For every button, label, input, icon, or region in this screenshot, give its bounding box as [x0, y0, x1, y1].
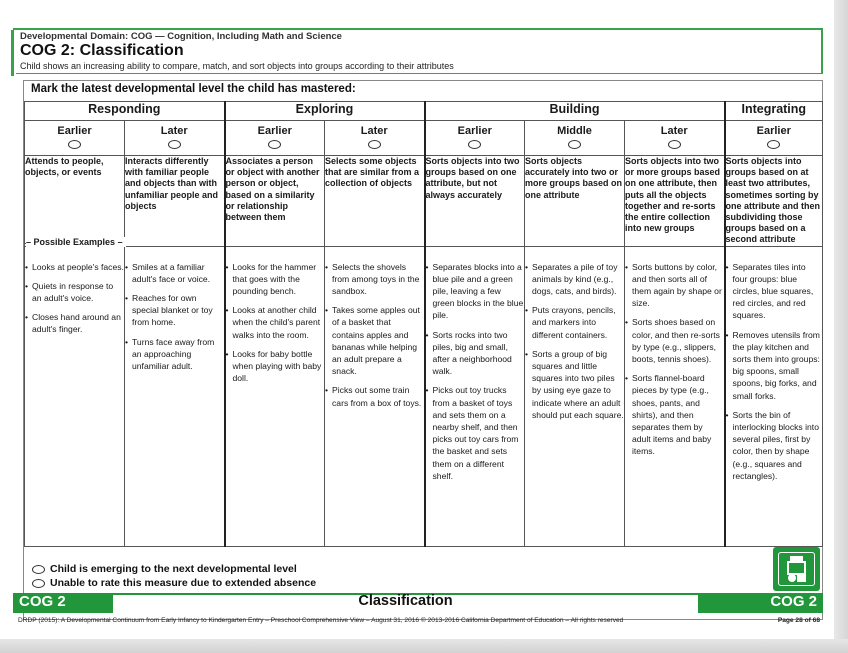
example-item: • Puts crayons, pencils, and markers into different containers.: [525, 304, 624, 341]
radio-circle-icon[interactable]: [32, 579, 45, 588]
radio-circle-icon[interactable]: [668, 140, 681, 149]
descriptor: Interacts differently with familiar people and objects than with unfamiliar people and objects: [125, 156, 225, 247]
example-item: • Sorts buttons by color, and then sorts all of them again by shape or size.: [625, 261, 724, 310]
example-item: • Reaches for own special blanket or toy from home.: [125, 292, 224, 329]
footer-title: Classification: [358, 593, 453, 609]
sublevel-label: Earlier: [257, 125, 292, 137]
examples-cell: [525, 246, 625, 546]
developmental-levels-table: [24, 101, 823, 547]
unable-to-rate-option[interactable]: [32, 577, 316, 589]
level-building: Building: [425, 102, 725, 121]
sublevel-building-middle[interactable]: [525, 121, 625, 156]
descriptor: Sorts objects into two or more groups based on one attribute, then puts all the objects together and re-sorts the entire collection into new groups: [625, 156, 725, 247]
level-exploring: Exploring: [225, 102, 425, 121]
footer-code-left: COG 2: [19, 593, 66, 610]
level-integrating: Integrating: [725, 102, 823, 121]
descriptor: Selects some objects that are similar from a collection of objects: [325, 156, 425, 247]
example-item: • Quiets in response to an adult's voice.: [25, 280, 124, 304]
header-divider: [16, 73, 823, 74]
sublevel-exploring-later[interactable]: [325, 121, 425, 156]
examples-cell: [225, 246, 325, 546]
sublevel-label: Later: [160, 125, 188, 137]
sublevel-label: Later: [660, 125, 688, 137]
radio-circle-icon[interactable]: [368, 140, 381, 149]
examples-cell: [125, 246, 225, 546]
radio-circle-icon[interactable]: [767, 140, 780, 149]
sublevel-building-later[interactable]: [625, 121, 725, 156]
page-number: Page 28 of 68: [777, 617, 820, 624]
possible-examples-label: – Possible Examples –: [26, 237, 126, 247]
possible-examples-text: Possible Examples: [33, 237, 116, 247]
radio-circle-icon[interactable]: [68, 140, 81, 149]
logo-frame: [778, 552, 815, 586]
blocks-glyph-icon: [779, 553, 814, 585]
domain-label: Developmental Domain: COG — Cognition, Including Math and Science: [20, 31, 342, 42]
sublevel-label: Earlier: [756, 125, 791, 137]
example-item: • Sorts rocks into two piles, big and small, after a neighborhood walk.: [426, 329, 525, 378]
example-item: • Picks out some train cars from a box of toys.: [325, 384, 424, 408]
descriptor: Sorts objects accurately into two or more groups based on one attribute: [525, 156, 625, 247]
examples-cell: [325, 246, 425, 546]
example-item: • Sorts flannel-board pieces by type (e.g., shoes, pants, and shirts), and then separates them by adult items and baby items.: [625, 372, 724, 457]
sublevel-responding-earlier[interactable]: [25, 121, 125, 156]
viewer-edge-right: [834, 0, 848, 653]
sublevel-label: Earlier: [57, 125, 92, 137]
example-item: • Looks for baby bottle when playing with baby doll.: [226, 348, 325, 385]
descriptor: Attends to people, objects, or events: [25, 156, 125, 247]
example-item: • Looks for the hammer that goes with the pounding bench.: [226, 261, 325, 298]
example-item: • Picks out toy trucks from a basket of toys and sets them on a nearby shelf, and then picks out toy cars from the basket and sets them on a different shelf.: [426, 384, 525, 482]
building-blocks-logo-icon: [773, 547, 820, 591]
unable-to-rate-label: Unable to rate this measure due to extended absence: [50, 577, 317, 589]
example-item: • Smiles at a familiar adult's face or voice.: [125, 261, 224, 285]
example-item: • Removes utensils from the play kitchen and sorts them into groups: big spoons, small spoons, big forks, and small forks.: [726, 329, 823, 402]
example-item: • Separates blocks into a blue pile and a green pile, leaving a few green blocks in the blue pile.: [426, 261, 525, 322]
footer-code-right: COG 2: [770, 593, 817, 610]
descriptor: Sorts objects into groups based on at least two attributes, sometimes sorting by one attribute and then subdividing those groups based on a second attribute: [725, 156, 823, 247]
example-item: • Closes hand around an adult's finger.: [25, 311, 124, 335]
example-item: • Sorts shoes based on color, and then re-sorts by type (e.g., slippers, boots, tennis shoes).: [625, 316, 724, 365]
descriptor: Associates a person or object with another person or object, based on a similarity or relationship between them: [225, 156, 325, 247]
example-item: • Separates tiles into four groups: blue circles, blue squares, red circles, and red squares.: [726, 261, 823, 322]
emerging-option[interactable]: [32, 563, 297, 575]
example-item: • Sorts the bin of interlocking blocks into several piles, first by color, then by shape (e.g., squares and rectangles).: [726, 409, 823, 482]
descriptor: Sorts objects into two groups based on one attribute, but not always accurately: [425, 156, 525, 247]
radio-circle-icon[interactable]: [468, 140, 481, 149]
page-title: COG 2: Classification: [20, 42, 184, 59]
emerging-option-label: Child is emerging to the next developmental level: [50, 563, 297, 575]
sublevel-label: Earlier: [457, 125, 492, 137]
example-item: • Looks at people's faces.: [25, 261, 124, 273]
radio-circle-icon[interactable]: [32, 565, 45, 574]
example-item: • Looks at another child when the child's parent walks into the room.: [226, 304, 325, 341]
level-responding: Responding: [25, 102, 225, 121]
sublevel-responding-later[interactable]: [125, 121, 225, 156]
example-item: • Selects the shovels from among toys in the sandbox.: [325, 261, 424, 298]
viewer-edge-bottom: [0, 639, 848, 653]
sublevel-label: Later: [360, 125, 388, 137]
rating-instructions: Mark the latest developmental level the child has mastered:: [31, 83, 356, 95]
example-item: • Takes some apples out of a basket that contains apples and bananas while helping an adult prepare a snack.: [325, 304, 424, 377]
citation: DRDP (2015): A Developmental Continuum from Early Infancy to Kindergarten Entry – Preschool Comprehensive View – August 31, 2016 © 2013-2016 California Department of Education – All rights reserved: [18, 617, 624, 624]
examples-cell: [625, 246, 725, 546]
examples-cell: [425, 246, 525, 546]
sublevel-building-earlier[interactable]: [425, 121, 525, 156]
sublevel-integrating-earlier[interactable]: [725, 121, 823, 156]
radio-circle-icon[interactable]: [168, 140, 181, 149]
examples-cell: [725, 246, 823, 546]
sublevel-label: Middle: [557, 125, 592, 137]
examples-cell: [25, 246, 125, 546]
sublevel-exploring-earlier[interactable]: [225, 121, 325, 156]
radio-circle-icon[interactable]: [268, 140, 281, 149]
footer-code-right-block: [698, 593, 823, 613]
example-item: • Separates a pile of toy animals by kind (e.g., dogs, cats, and birds).: [525, 261, 624, 298]
example-item: • Turns face away from an approaching unfamiliar adult.: [125, 336, 224, 373]
example-item: • Sorts a group of big squares and little squares into two piles by using eye gaze to indicate where an adult should put each square.: [525, 348, 624, 421]
footer-bar: [13, 593, 823, 613]
measure-description: Child shows an increasing ability to compare, match, and sort objects into groups according to their attributes: [20, 61, 454, 71]
footer-code-left-block: [13, 593, 113, 613]
radio-circle-icon[interactable]: [568, 140, 581, 149]
